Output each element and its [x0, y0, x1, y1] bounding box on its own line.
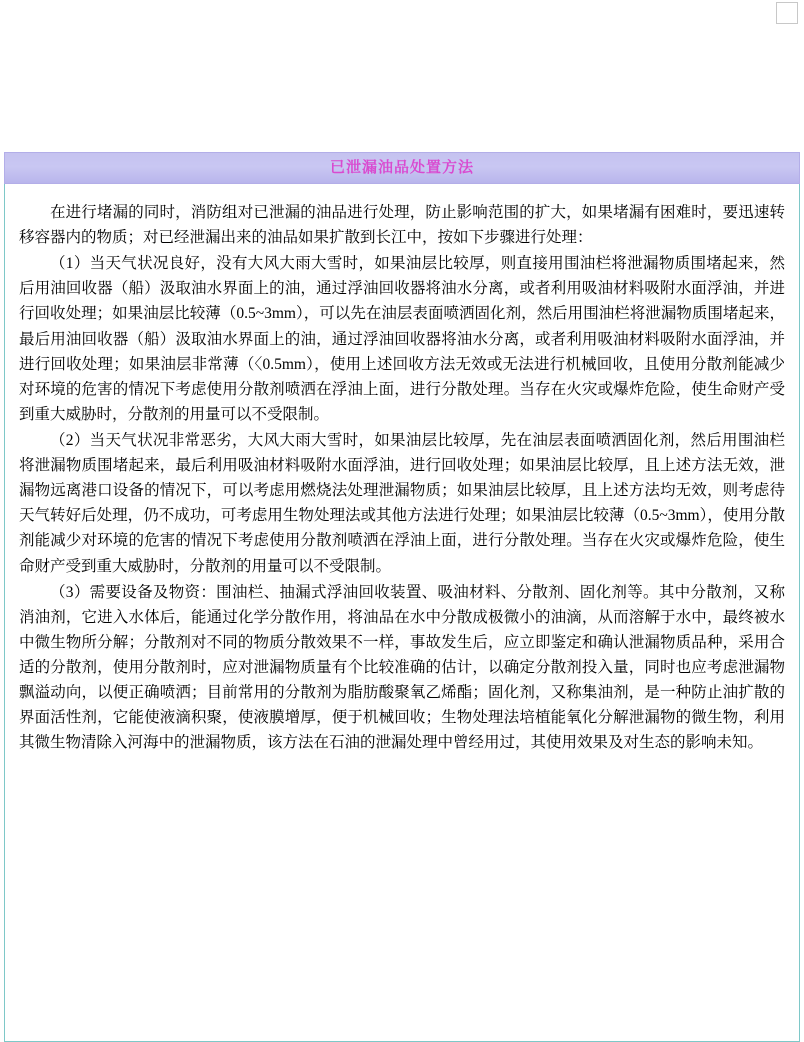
document-panel [4, 152, 800, 1042]
document-body [4, 184, 800, 1042]
paragraph-intro: 在进行堵漏的同时，消防组对已泄漏的油品进行处理，防止影响范围的扩大，如果堵漏有困难时，要迅速转移容器内的物质；对已经泄漏出来的油品如果扩散到长江中，按如下步骤进行处理： [19, 204, 785, 247]
document-title: 已泄漏油品处置方法 [4, 152, 800, 184]
paragraph-item-2: （2）当天气状况非常恶劣，大风大雨大雪时，如果油层比较厚，先在油层表面喷洒固化剂，然后用围油栏将泄漏物质围堵起来，最后利用吸油材料吸附水面浮油，进行回收处理；如果油层比较厚，且上述方法无效，泄漏物远离港口设备的情况下，可以考虑用燃烧法处理泄漏物质；如果油层比较厚，且上述方法均无效，则考虑待天气转好后处理，仍不成功，可考虑用生物处理法或其他方法进行处理；如果油层比较薄（0.5~3mm），使用分散剂能减少对环境的危害的情况下考虑使用分散剂喷洒在浮油上面，进行分散处理。当存在火灾或爆炸危险，使生命财产受到重大威胁时，分散剂的用量可以不受限制。 [19, 431, 785, 575]
paragraph-item-3: （3）需要设备及物资：围油栏、抽漏式浮油回收装置、吸油材料、分散剂、固化剂等。其中分散剂，又称消油剂，它进入水体后，能通过化学分散作用，将油品在水中分散成极微小的油滴，从而溶解于水中，最终被水中微生物所分解；分散剂对不同的物质分散效果不一样，事故发生后，应立即鉴定和确认泄漏物质品种，采用合适的分散剂，使用分散剂时，应对泄漏物质量有个比较准确的估计，以确定分散剂投入量，同时也应考虑泄漏物飘溢动向，以便正确喷洒；目前常用的分散剂为脂肪酸聚氧乙烯酯；固化剂，又称集油剂，是一种防止油扩散的界面活性剂，它能使液滴积聚，使液膜增厚，便于机械回收；生物处理法培植能氧化分解泄漏物的微生物，利用其微生物清除入河海中的泄漏物质，该方法在石油的泄漏处理中曾经用过，其使用效果及对生态的影响未知。 [19, 583, 785, 752]
page-corner-marker [776, 2, 798, 24]
paragraph-item-1: （1）当天气状况良好，没有大风大雨大雪时，如果油层比较厚，则直接用围油栏将泄漏物质围堵起来，然后用油回收器（船）汲取油水界面上的油，通过浮油回收器将油水分离，或者利用吸油材料吸附水面浮油，并进行回收处理；如果油层比较薄（0.5~3mm），可以先在油层表面喷洒固化剂，然后用围油栏将泄漏物质围堵起来，最后用油回收器（船）汲取油水界面上的油，通过浮油回收器将油水分离，或者利用吸油材料吸附水面浮油，并进行回收处理；如果油层非常薄（〈0.5mm），使用上述回收方法无效或无法进行机械回收，且使用分散剂能减少对环境的危害的情况下考虑使用分散剂喷洒在浮油上面，进行分散处理。当存在火灾或爆炸危险，使生命财产受到重大威胁时，分散剂的用量可以不受限制。 [19, 255, 785, 423]
